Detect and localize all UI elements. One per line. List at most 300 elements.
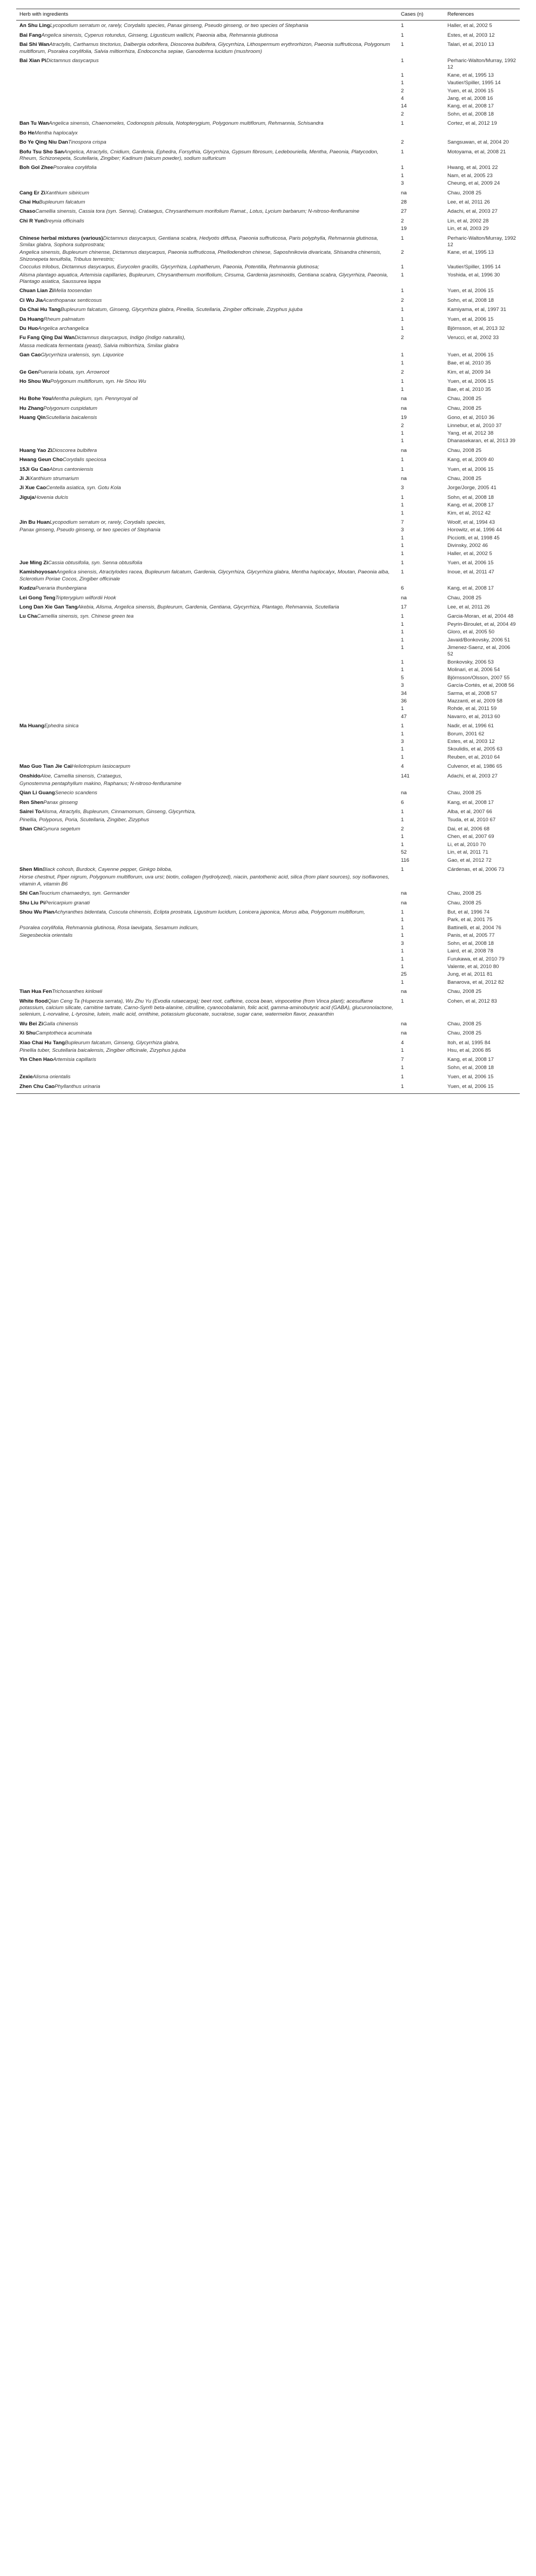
- cases-cell: 1: [401, 80, 404, 86]
- herb-cell: [16, 971, 398, 978]
- herb-cell: [16, 721, 398, 730]
- herb-cell: [16, 996, 398, 1019]
- herb-ingredients: Angelica archangelica: [38, 326, 89, 332]
- reference-cell: Chau, 2008 25: [447, 790, 481, 796]
- reference-cell: Woolf, et al, 1994 43: [447, 519, 495, 525]
- herb-cell: [16, 535, 398, 542]
- table-row: [16, 857, 520, 864]
- herb-cell: [16, 79, 398, 87]
- herb-cell: [16, 583, 398, 592]
- herb-cell: [16, 841, 398, 849]
- cases-cell: 36: [401, 698, 407, 704]
- herb-cell: [16, 761, 398, 770]
- reference-cell: Dai, et al, 2006 68: [447, 826, 490, 832]
- table-row: [16, 118, 520, 127]
- herb-ingredients: Angelica sinensis, Bupleurum chinense, Dictamnus dasycarpus, Paeonia suffruticosa, Phellodendron chinese, Saposhnikovia divaricata, Shisandra chinensis, Shizonepeta tenuifolia, Tribulus terrestris;: [19, 249, 381, 262]
- herb-name: Shi Can: [19, 890, 39, 897]
- herb-cell: [16, 611, 398, 620]
- cases-cell: 1: [401, 543, 404, 549]
- herb-cell: [16, 526, 398, 534]
- cases-cell: 1: [401, 998, 404, 1004]
- herb-cell: [16, 956, 398, 963]
- herb-name: Hwang Geun Cho: [19, 457, 63, 463]
- table-row: [16, 206, 520, 215]
- cases-cell: 7: [401, 519, 404, 525]
- herb-name: Kudzu: [19, 585, 36, 592]
- herb-cell: [16, 517, 398, 526]
- herb-cell: [16, 948, 398, 955]
- cases-cell: [398, 128, 444, 137]
- herb-name: Lu Cha: [19, 613, 37, 620]
- herb-cell: [16, 874, 398, 888]
- herb-ingredients: Gynura segetum: [42, 826, 81, 832]
- herb-name: Sairei To: [19, 809, 41, 815]
- reference-cell: Sohn, et al, 2008 18: [447, 940, 494, 946]
- reference-cell: Laird, et al, 2008 78: [447, 948, 493, 955]
- reference-cell: Yuen, et al, 2006 15: [447, 352, 494, 359]
- herb-ingredients: Psoralea corylifolia, Rehmannia glutinosa, Rosa laevigata, Sesamum indicum,: [19, 924, 199, 931]
- cases-cell: 1: [401, 963, 404, 970]
- herb-ingredients: Trichosanthes kirilowii: [52, 989, 103, 995]
- herb-cell: [16, 286, 398, 295]
- cases-cell: 1: [401, 72, 404, 78]
- herb-ingredients: Scutellaria baicalensis: [45, 415, 97, 421]
- herb-cell: [16, 386, 398, 394]
- reference-cell: Kim, et al, 2012 42: [447, 510, 491, 516]
- reference-cell: Lee, et al, 2011 26: [447, 604, 490, 611]
- table-row: [16, 761, 520, 770]
- herb-name: Bai Fang: [19, 32, 42, 38]
- table-row: [16, 360, 520, 367]
- reference-cell: Yuen, et al, 2006 15: [447, 378, 494, 385]
- herb-ingredients: Phyllanthus urinaria: [55, 1083, 100, 1090]
- herb-cell: [16, 492, 398, 502]
- cases-cell: 1: [401, 438, 404, 444]
- header-cases: Cases (n): [401, 11, 424, 17]
- herb-cell: [16, 233, 398, 249]
- herb-ingredients: Acanthopanax senticosus: [43, 297, 102, 303]
- table-row: [16, 39, 520, 56]
- herb-cell: [16, 690, 398, 698]
- reference-cell: Motoyama, et al, 2008 21: [447, 148, 506, 155]
- herb-cell: [16, 698, 398, 705]
- reference-cell: Lin, et al, 2011 71: [447, 849, 488, 856]
- header-references: References: [447, 11, 474, 17]
- herb-cell: [16, 437, 398, 445]
- herb-cell: [16, 1064, 398, 1072]
- reference-cell: Estes, et al, 2003 12: [447, 738, 495, 745]
- table-row: [16, 342, 520, 350]
- reference-cell: Garcia-Moran, et al, 2004 48: [447, 613, 514, 620]
- table-row: [16, 874, 520, 888]
- herb-name: Ji Ji: [19, 475, 30, 482]
- table-row: [16, 483, 520, 492]
- table-row: [16, 731, 520, 738]
- cases-cell: 1: [401, 1047, 404, 1053]
- herb-cell: [16, 940, 398, 948]
- table-row: [16, 249, 520, 263]
- table-row: [16, 455, 520, 464]
- herb-cell: [16, 857, 398, 864]
- herb-name: Onshido: [19, 773, 41, 779]
- table-row: [16, 333, 520, 342]
- herb-ingredients: Atractylis, Carthamus tinctorius, Dalbergia odorifera, Dioscorea bulbifera, Glycyrrhiza, Lithospermum erythrorhizon, Paeonia suffruticosa, Polygonum multiflorum, Psoralea corylifolia, Salvia miltiorrhiza, Endoconcha sepiae, Ganoderma lucidum (mushroom): [19, 42, 390, 55]
- cases-cell: na: [401, 190, 407, 196]
- herb-ingredients: Xanthium sibiricum: [45, 190, 90, 196]
- herb-cell: [16, 147, 398, 163]
- table-row: [16, 888, 520, 897]
- table-row: [16, 526, 520, 534]
- cases-cell: 2: [401, 369, 404, 376]
- reference-cell: Perharic-Walton/Murray, 1992 12: [447, 58, 516, 71]
- table-row: [16, 535, 520, 542]
- reference-cell: Valente, et al, 2010 80: [447, 963, 499, 970]
- reference-cell: Chau, 2008 25: [447, 190, 481, 196]
- herb-cell: [16, 986, 398, 996]
- cases-cell: 1: [401, 569, 404, 576]
- table-row: [16, 233, 520, 249]
- herb-ingredients: Corydalis speciosa: [62, 457, 106, 463]
- reference-cell: Itoh, et al, 1995 84: [447, 1039, 491, 1046]
- cases-cell: 1: [401, 754, 404, 760]
- table-row: [16, 103, 520, 110]
- cases-cell: 141: [401, 773, 410, 779]
- cases-cell: na: [401, 447, 407, 454]
- cases-cell: na: [401, 396, 407, 402]
- herb-name: Chuan Lian Zi: [19, 288, 54, 294]
- table-row: [16, 197, 520, 206]
- reference-cell: Chau, 2008 25: [447, 475, 481, 482]
- cases-cell: 3: [401, 940, 404, 946]
- herb-ingredients: Black cohosh, Burdock, Cayenne pepper, Ginkgo biloba,: [42, 867, 172, 873]
- reference-cell: Hwang, et al, 2001 22: [447, 165, 498, 171]
- herb-name: Kamishoyosan: [19, 569, 57, 576]
- herb-ingredients: Hovenia dulcis: [34, 494, 69, 501]
- reference-cell: Molinari, et al, 2006 54: [447, 667, 500, 673]
- table-row: [16, 682, 520, 689]
- herb-ingredients: Heliotropium lasiocarpum: [71, 763, 131, 770]
- cases-cell: 25: [401, 971, 407, 978]
- reference-cell: Yuen, et al, 2006 15: [447, 466, 494, 472]
- herb-name: Shan Chi: [19, 826, 42, 832]
- reference-cell: Chau, 2008 25: [447, 900, 481, 906]
- herb-ingredients: Artemisia capillaris: [53, 1057, 96, 1063]
- cases-cell: 19: [401, 415, 407, 421]
- table-row: [16, 986, 520, 996]
- herb-ingredients: Alisma, Atractylis, Bupleurum, Cinnamomum, Ginseng, Glycyrrhiza,: [41, 809, 196, 815]
- herb-name: Zexie: [19, 1074, 33, 1080]
- cases-cell: 1: [401, 979, 404, 985]
- herb-ingredients: Galla chinensis: [43, 1020, 78, 1027]
- herb-name: Da Chai Hu Tang: [19, 307, 61, 313]
- table-row: [16, 1019, 520, 1028]
- herb-ingredients: Aloe, Camellia sinensis, Crataegus,: [40, 773, 123, 779]
- cases-cell: 1: [401, 457, 404, 463]
- cases-cell: 116: [401, 857, 410, 863]
- herb-ingredients: Ephedra sinica: [44, 723, 79, 729]
- cases-cell: 1: [401, 466, 404, 472]
- reference-cell: Nadir, et al, 1996 61: [447, 723, 494, 729]
- herb-cell: [16, 1054, 398, 1064]
- reference-cell: Chau, 2008 25: [447, 890, 481, 897]
- cases-cell: 6: [401, 799, 404, 806]
- cases-cell: 1: [401, 352, 404, 359]
- cases-cell: na: [401, 989, 407, 995]
- cases-cell: 14: [401, 103, 407, 110]
- reference-cell: Dhanasekaran, et al, 2013 39: [447, 438, 515, 444]
- table-row: [16, 924, 520, 932]
- cases-cell: 1: [401, 288, 404, 294]
- reference-cell: Inoue, et al, 2011 47: [447, 569, 494, 576]
- cases-cell: 1: [401, 235, 404, 241]
- herb-name: Chi R Yun: [19, 218, 44, 224]
- cases-cell: 4: [401, 96, 404, 102]
- herb-cell: [16, 30, 398, 39]
- reference-cell: Li, et al, 2010 70: [447, 841, 486, 848]
- table-row: [16, 690, 520, 698]
- reference-cell: Yang, et al, 2012 38: [447, 430, 494, 436]
- reference-cell: Sohn, et al, 2008 18: [447, 111, 494, 117]
- cases-cell: 17: [401, 604, 407, 611]
- herb-cell: [16, 644, 398, 659]
- herb-ingredients: Tripterygium wilfordii Hook: [55, 594, 116, 601]
- herb-name: An Shu Ling: [19, 23, 50, 29]
- cases-cell: 27: [401, 208, 407, 215]
- herb-ingredients: Bupleurum falcatum: [39, 199, 85, 205]
- herb-ingredients: Dioscorea bulbifera: [52, 447, 97, 454]
- table-row: [16, 611, 520, 620]
- table-row: [16, 816, 520, 824]
- herb-cell: [16, 849, 398, 856]
- reference-cell: Bae, et al, 2010 35: [447, 360, 491, 366]
- table-row: [16, 1081, 520, 1094]
- table-row: [16, 163, 520, 172]
- herb-ingredients: Dictamnus dasycarpus, Indigo (Indigo naturalis),: [74, 335, 186, 341]
- herb-name: Cang Er Zi: [19, 190, 45, 196]
- cases-cell: na: [401, 890, 407, 897]
- cases-cell: 1: [401, 378, 404, 385]
- cases-cell: 1: [401, 731, 404, 737]
- table-body: [16, 21, 520, 1094]
- herb-ingredients: Bupleurum falcatum, Ginseng, Glycyrrhiza glabra,: [65, 1039, 179, 1046]
- table-row: [16, 263, 520, 271]
- herb-ingredients: Pueraria thunbergiana: [35, 585, 87, 592]
- herb-ingredients: Massa medicata fermentata (yeast), Salvia miltiorrhiza, Smilax glabra: [19, 342, 179, 349]
- table-row: [16, 550, 520, 558]
- cases-cell: 1: [401, 326, 404, 332]
- cases-cell: 3: [401, 682, 404, 689]
- reference-cell: Peyrin-Biroulet, et al, 2004 49: [447, 621, 516, 627]
- herb-name: Bofu Tsu Sho San: [19, 148, 64, 155]
- herb-cell: [16, 932, 398, 939]
- cases-cell: 2: [401, 87, 404, 94]
- table-row: [16, 841, 520, 849]
- table-row: [16, 386, 520, 394]
- reference-cell: Haller, et al, 2002 5: [447, 550, 492, 557]
- table-row: [16, 698, 520, 705]
- table-row: [16, 137, 520, 146]
- herb-ingredients: Panax ginseng, Pseudo ginseng, or two species of Stephania: [19, 527, 160, 533]
- herb-cell: [16, 197, 398, 206]
- herb-cell: [16, 1019, 398, 1028]
- reference-cell: Kane, et al, 1995 13: [447, 72, 494, 78]
- reference-cell: Bonkovsky, 2006 53: [447, 659, 494, 665]
- table-row: [16, 95, 520, 103]
- herb-name: Bai Xian Pi: [19, 58, 46, 64]
- table-row: [16, 948, 520, 955]
- cases-cell: 5: [401, 674, 404, 681]
- herb-name: Bai Shi Wan: [19, 42, 50, 48]
- reference-cell: Hsu, et al, 2006 85: [447, 1047, 491, 1053]
- cases-cell: 1: [401, 32, 404, 38]
- table-row: [16, 111, 520, 118]
- herb-ingredients: Angelica sinensis, Cyperus rotundus, Ginseng, Ligusticum wallichi, Paeonia alba, Rehmannia glutinosa: [41, 32, 278, 38]
- herb-cell: [16, 87, 398, 95]
- reference-cell: Perharic-Walton/Murray, 1992 12: [447, 235, 516, 248]
- herb-name: Jiguja: [19, 494, 35, 501]
- table-row: [16, 517, 520, 526]
- cases-cell: 1: [401, 645, 404, 651]
- reference-cell: Chau, 2008 25: [447, 989, 481, 995]
- table-row: [16, 971, 520, 978]
- table-row: [16, 87, 520, 95]
- herb-name: Ge Gen: [19, 369, 38, 376]
- table-row: [16, 824, 520, 833]
- herb-cell: [16, 666, 398, 674]
- reference-cell: Alba, et al, 2007 66: [447, 809, 492, 815]
- reference-cell: Haller, et al, 2002 5: [447, 23, 492, 29]
- table-row: [16, 147, 520, 163]
- reference-cell: Park, et al, 2001 75: [447, 917, 493, 923]
- herb-cell: [16, 1047, 398, 1054]
- reference-cell: Horowitz, et al, 1996 44: [447, 527, 502, 533]
- herb-cell: [16, 430, 398, 437]
- herb-name: Gan Cao: [19, 352, 41, 359]
- herb-name: Shen Min: [19, 867, 43, 873]
- herb-ingredients: Polygonum multiflorum, syn. He Shou Wu: [50, 378, 146, 385]
- cases-cell: 1: [401, 560, 404, 566]
- cases-cell: 2: [401, 826, 404, 832]
- herb-ingredients: Horse chestnut, Piper nigrum, Polygonum multiflorum, uva ursi; biotin, collagen (hydrolyzed), niacin, pantothenic acid, silica (from plant sources), soy isoflavones, vitamin A, vitamin B6: [19, 874, 390, 887]
- cases-cell: 1: [401, 172, 404, 179]
- table-row: [16, 437, 520, 445]
- reference-cell: Nam, et al, 2005 23: [447, 172, 493, 179]
- cases-cell: 4: [401, 763, 404, 770]
- herb-cell: [16, 963, 398, 971]
- herb-ingredients: Alisma orientalis: [32, 1074, 71, 1080]
- cases-cell: 1: [401, 621, 404, 627]
- herb-cell: [16, 225, 398, 233]
- cases-cell: 3: [401, 180, 404, 187]
- herb-cell: [16, 72, 398, 79]
- herb-cell: [16, 455, 398, 464]
- cases-cell: na: [401, 900, 407, 906]
- reference-cell: [444, 874, 520, 888]
- herb-name: Shou Wu Pian: [19, 909, 55, 916]
- cases-cell: 1: [401, 667, 404, 673]
- herb-cell: [16, 907, 398, 916]
- herb-cell: [16, 713, 398, 721]
- cases-cell: 1: [401, 494, 404, 501]
- table-row: [16, 413, 520, 422]
- reference-cell: Sangsuwan, et al, 2004 20: [447, 139, 509, 146]
- cases-cell: 6: [401, 585, 404, 592]
- cases-cell: 1: [401, 165, 404, 171]
- herb-cell: [16, 118, 398, 127]
- reference-cell: Kang, et al, 2009 40: [447, 457, 494, 463]
- cases-cell: 1: [401, 932, 404, 939]
- table-row: [16, 422, 520, 430]
- herb-name: Long Dan Xie Gan Tang: [19, 604, 78, 611]
- herb-ingredients: Gynostemma pentaphyllum makino, Raphanus; N-nitroso-fenfluramine: [19, 780, 182, 787]
- reference-cell: Yuen, et al, 2006 15: [447, 87, 494, 94]
- reference-cell: Cohen, et al, 2012 83: [447, 998, 497, 1004]
- herb-ingredients: Centella asiatica, syn. Gotu Kola: [46, 485, 121, 491]
- herb-ingredients: Abrus cantoniensis: [49, 466, 93, 472]
- herb-name: Jin Bu Huan: [19, 519, 50, 525]
- herb-ingredients: Dictamnus dasycarpus, Gentiana scabra, Hedyotis diffusa, Paeonia suffruticosa, Paris polyphylla, Rehmannia glutinosa, Smilax glabra, Sophora subprostrata;: [19, 235, 378, 248]
- herb-name: Jue Ming Zi: [19, 560, 48, 566]
- table-row: [16, 996, 520, 1019]
- table-row: [16, 323, 520, 333]
- herb-ingredients: Achyranthes bidentata, Cuscuta chinensis, Eclipta prostrata, Ligustrum lucidum, Lonicera japonica, Morus alba, Polygonum multiflorum,: [54, 909, 365, 916]
- cases-cell: 34: [401, 690, 407, 697]
- table-header: [16, 9, 520, 21]
- reference-cell: Yuen, et al, 2006 15: [447, 1074, 494, 1080]
- herb-name: Boh Gol Zhee: [19, 165, 53, 171]
- table-row: [16, 1072, 520, 1081]
- cases-cell: 47: [401, 713, 407, 720]
- herb-name: Ban Tu Wan: [19, 120, 49, 127]
- cases-cell: 1: [401, 956, 404, 962]
- herb-cell: [16, 474, 398, 483]
- herb-name: Fu Fang Qing Dai Wan: [19, 335, 75, 341]
- cases-cell: 1: [401, 307, 404, 313]
- reference-cell: Kang, et al, 2008 17: [447, 502, 494, 509]
- cases-cell: 1: [401, 706, 404, 712]
- herb-ingredients: Rheum palmatum: [43, 316, 85, 322]
- table-row: [16, 188, 520, 197]
- cases-cell: 1: [401, 1064, 404, 1071]
- herb-ingredients: Panax ginseng: [43, 799, 78, 806]
- reference-cell: [444, 780, 520, 788]
- cases-cell: 1: [401, 264, 404, 271]
- herb-cell: [16, 323, 398, 333]
- reference-cell: Yuen, et al, 2006 15: [447, 560, 494, 566]
- reference-cell: Yuen, et al, 2006 15: [447, 316, 494, 322]
- herb-name: Huang Yao Zi: [19, 447, 52, 454]
- cases-cell: 1: [401, 120, 404, 127]
- reference-cell: Adachi, et al, 2003 27: [447, 208, 498, 215]
- cases-cell: 2: [401, 297, 404, 303]
- cases-cell: 1: [401, 816, 404, 823]
- reference-cell: Lin, et al, 2003 29: [447, 226, 489, 232]
- cases-cell: 19: [401, 226, 407, 232]
- cases-cell: 2: [401, 335, 404, 341]
- table-row: [16, 621, 520, 628]
- herb-cell: [16, 445, 398, 455]
- table-row: [16, 502, 520, 509]
- table-row: [16, 180, 520, 187]
- reference-cell: Cárdenas, et al, 2006 73: [447, 867, 505, 873]
- table-row: [16, 376, 520, 386]
- reference-cell: Kang, et al, 2008 17: [447, 103, 494, 110]
- herb-cell: [16, 864, 398, 874]
- herb-name: Ci Wu Jia: [19, 297, 43, 303]
- table-row: [16, 430, 520, 437]
- herb-cell: [16, 550, 398, 558]
- table-row: [16, 788, 520, 797]
